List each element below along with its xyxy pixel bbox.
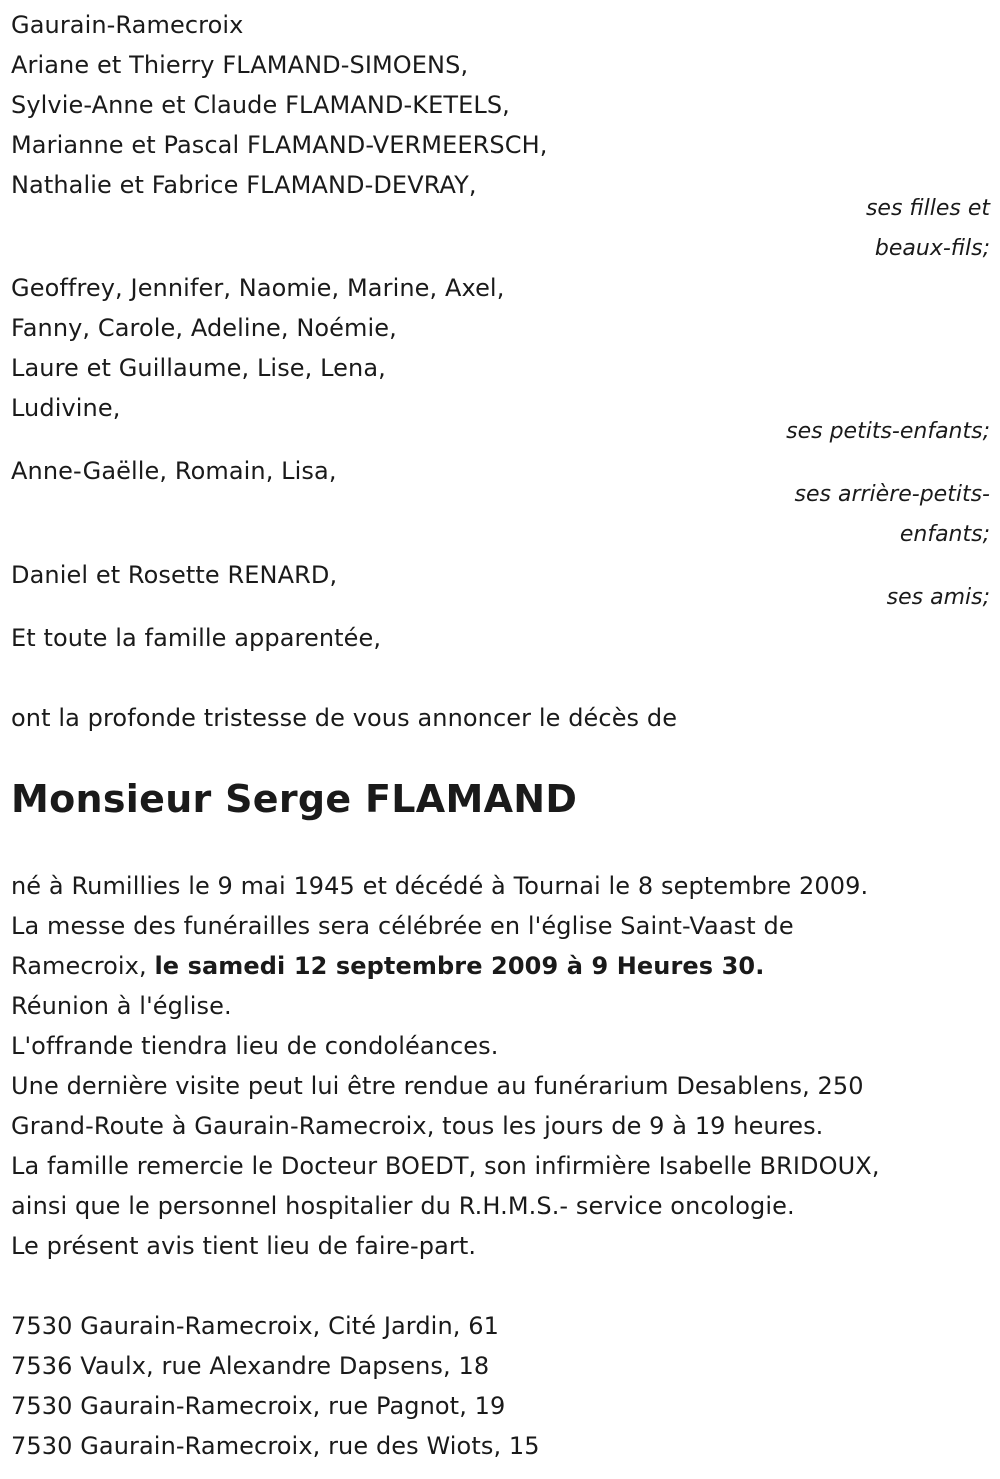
address-line: 7530 Gaurain-Ramecroix, rue Pagnot, 19 [11, 1392, 506, 1420]
notice-line: Le présent avis tient lieu de faire-part. [11, 1232, 477, 1260]
mass-date-line [11, 946, 764, 986]
daughters-role-continued: beaux-fils; [874, 236, 990, 261]
deceased-name: Monsieur Serge FLAMAND [11, 777, 578, 821]
friends-role: ses amis; [886, 585, 990, 610]
mass-date-emphasis: le samedi 12 septembre 2009 à 9 Heures 30. [154, 952, 765, 980]
offering-line: L'offrande tiendra lieu de condoléances. [11, 1032, 499, 1060]
great-grandchildren-role: ses arrière-petits- [794, 482, 990, 507]
address-line: 7530 Gaurain-Ramecroix, rue des Wiots, 15 [11, 1432, 540, 1460]
address-line: 7530 Gaurain-Ramecroix, Cité Jardin, 61 [11, 1312, 499, 1340]
visit-line-continued: Grand-Route à Gaurain-Ramecroix, tous les jours de 9 à 19 heures. [11, 1112, 824, 1140]
mass-place-suffix: Ramecroix, [11, 952, 155, 980]
daughter-line: Sylvie-Anne et Claude FLAMAND-KETELS, [11, 91, 510, 119]
meeting-line: Réunion à l'église. [11, 992, 232, 1020]
visit-line: Une dernière visite peut lui être rendue au funérarium Desablens, 250 [11, 1072, 864, 1100]
family-line: Et toute la famille apparentée, [11, 624, 382, 652]
header-location: Gaurain-Ramecroix [11, 11, 244, 39]
birth-death-line: né à Rumillies le 9 mai 1945 et décédé à Tournai le 8 septembre 2009. [11, 872, 869, 900]
great-grandchildren-line: Anne-Gaëlle, Romain, Lisa, [11, 457, 337, 485]
great-grandchildren-role-continued: enfants; [899, 522, 990, 547]
grandchildren-role: ses petits-enfants; [786, 419, 990, 444]
grandchildren-line: Fanny, Carole, Adeline, Noémie, [11, 314, 397, 342]
announcement-line: ont la profonde tristesse de vous annoncer le décès de [11, 704, 678, 732]
grandchildren-line: Ludivine, [11, 394, 121, 422]
friends-line: Daniel et Rosette RENARD, [11, 561, 338, 589]
daughter-line: Marianne et Pascal FLAMAND-VERMEERSCH, [11, 131, 548, 159]
daughter-line: Nathalie et Fabrice FLAMAND-DEVRAY, [11, 171, 477, 199]
thanks-line-continued: ainsi que le personnel hospitalier du R.H.M.S.- service oncologie. [11, 1192, 795, 1220]
address-line: 7536 Vaulx, rue Alexandre Dapsens, 18 [11, 1352, 490, 1380]
thanks-line: La famille remercie le Docteur BOEDT, son infirmière Isabelle BRIDOUX, [11, 1152, 880, 1180]
daughters-role: ses filles et [865, 196, 990, 221]
daughter-line: Ariane et Thierry FLAMAND-SIMOENS, [11, 51, 469, 79]
mass-line: La messe des funérailles sera célébrée en l'église Saint-Vaast de [11, 912, 794, 940]
grandchildren-line: Laure et Guillaume, Lise, Lena, [11, 354, 386, 382]
grandchildren-line: Geoffrey, Jennifer, Naomie, Marine, Axel, [11, 274, 505, 302]
